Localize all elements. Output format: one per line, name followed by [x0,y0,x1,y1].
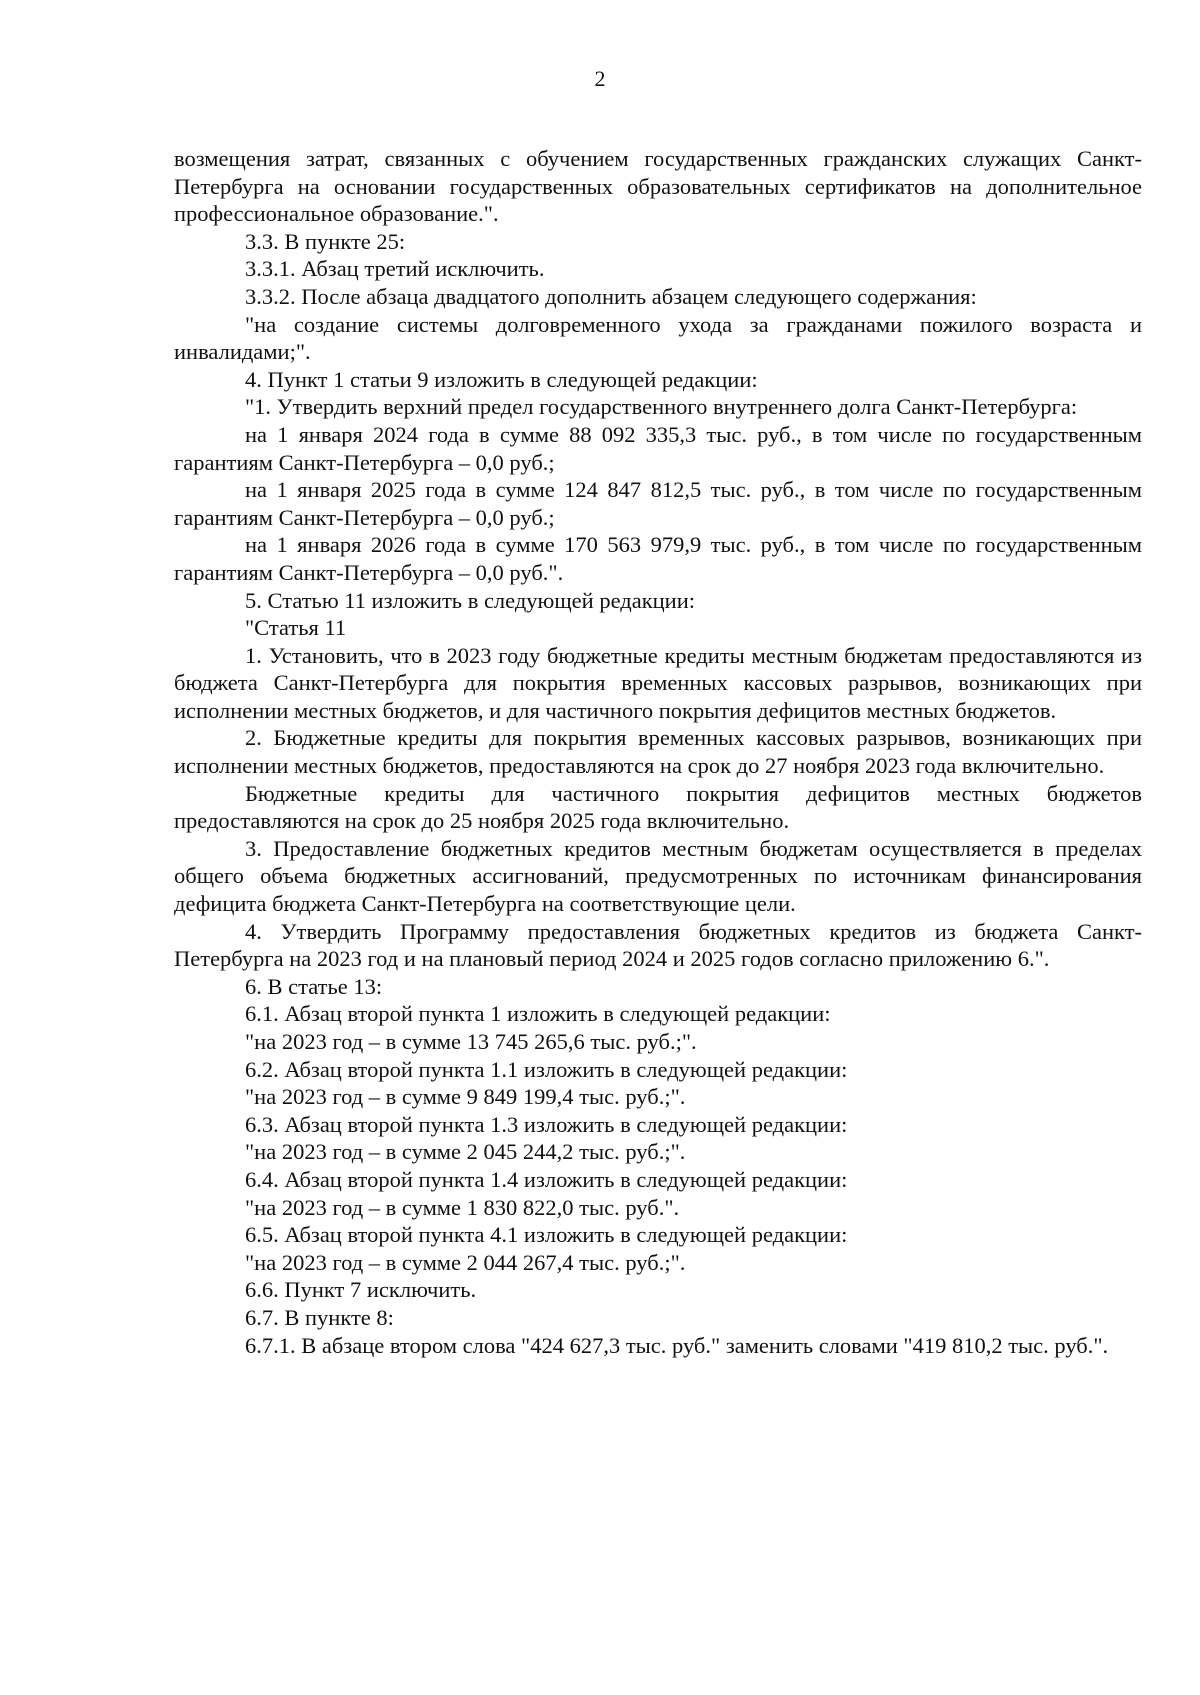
paragraph: 2. Бюджетные кредиты для покрытия временных кассовых разрывов, возникающих при исполнении местных бюджетов, предоставляются на срок до 27 ноября 2023 года включительно. [174,725,1142,779]
paragraph: 3. Предоставление бюджетных кредитов местным бюджетам осуществляется в пределах общего объема бюджетных ассигнований, предусмотренных по источникам финансирования дефицита бюджета Санкт-Петербурга на соответствующие цели. [174,835,1142,917]
paragraph: "на 2023 год – в сумме 13 745 265,6 тыс. руб.;". [245,1029,697,1054]
document-body [174,145,1142,1359]
paragraph: "на 2023 год – в сумме 1 830 822,0 тыс. руб.". [245,1194,680,1220]
paragraph: Бюджетные кредиты для частичного покрытия дефицитов местных бюджетов предоставляются на срок до 25 ноября 2025 года включительно. [174,780,1142,834]
paragraph: 5. Статью 11 изложить в следующей редакции: [245,587,696,613]
paragraph: 3.3.2. После абзаца двадцатого дополнить абзацем следующего содержания: [245,283,977,309]
paragraph: 6.5. Абзац второй пункта 4.1 изложить в следующей редакции: [245,1222,848,1248]
paragraph: 6.6. Пункт 7 исключить. [245,1277,477,1303]
paragraph: 6.2. Абзац второй пункта 1.1 изложить в следующей редакции: [245,1056,848,1082]
paragraph: возмещения затрат, связанных с обучением государственных гражданских служащих Санкт-Петербурга на основании государственных образовательных сертификатов на дополнительное профессиональное образование.". [174,146,1142,227]
paragraph: 6.1. Абзац второй пункта 1 изложить в следующей редакции: [245,1001,831,1027]
paragraph: на 1 января 2025 года в сумме 124 847 812,5 тыс. руб., в том числе по государственным гарантиям Санкт-Петербурга – 0,0 руб.; [174,477,1142,530]
paragraph: 4. Пункт 1 статьи 9 изложить в следующей редакции: [245,366,758,392]
paragraph: 3.3. В пункте 25: [245,228,406,254]
paragraph: на 1 января 2026 года в сумме 170 563 979,9 тыс. руб., в том числе по государственным гарантиям Санкт-Петербурга – 0,0 руб.". [174,532,1142,585]
paragraph: "на 2023 год – в сумме 9 849 199,4 тыс. руб.;". [245,1084,686,1110]
paragraph: "на создание системы долговременного ухода за гражданами пожилого возраста и инвалидами;". [174,311,1142,365]
paragraph: на 1 января 2024 года в сумме 88 092 335,3 тыс. руб., в том числе по государственным гарантиям Санкт-Петербурга – 0,0 руб.; [174,421,1142,475]
paragraph: 6. В статье 13: [245,973,383,999]
page-number: 2 [594,66,606,91]
paragraph: 6.7.1. В абзаце втором слова "424 627,3 тыс. руб." заменить словами "419 810,2 тыс. руб.". [245,1332,1109,1358]
paragraph: 3.3.1. Абзац третий исключить. [245,256,545,282]
paragraph: "1. Утвердить верхний предел государственного внутреннего долга Санкт-Петербурга: [245,394,1078,420]
paragraph: 1. Установить, что в 2023 году бюджетные кредиты местным бюджетам предоставляются из бюджета Санкт-Петербурга для покрытия временных кассовых разрывов, возникающих при исполнении местных бюджетов, и для частичного покрытия дефицитов местных бюджетов. [174,642,1142,723]
paragraph: 6.7. В пункте 8: [245,1304,394,1330]
paragraph: 6.3. Абзац второй пункта 1.3 изложить в следующей редакции: [245,1111,848,1137]
paragraph: "на 2023 год – в сумме 2 044 267,4 тыс. руб.;". [245,1249,686,1275]
paragraph: 6.4. Абзац второй пункта 1.4 изложить в следующей редакции: [245,1166,848,1192]
article-heading: "Статья 11 [245,615,347,641]
paragraph: "на 2023 год – в сумме 2 045 244,2 тыс. руб.;". [245,1139,686,1165]
paragraph: 4. Утвердить Программу предоставления бюджетных кредитов из бюджета Санкт-Петербурга на 2023 год и на плановый период 2024 и 2025 годов согласно приложению 6.". [174,918,1142,972]
